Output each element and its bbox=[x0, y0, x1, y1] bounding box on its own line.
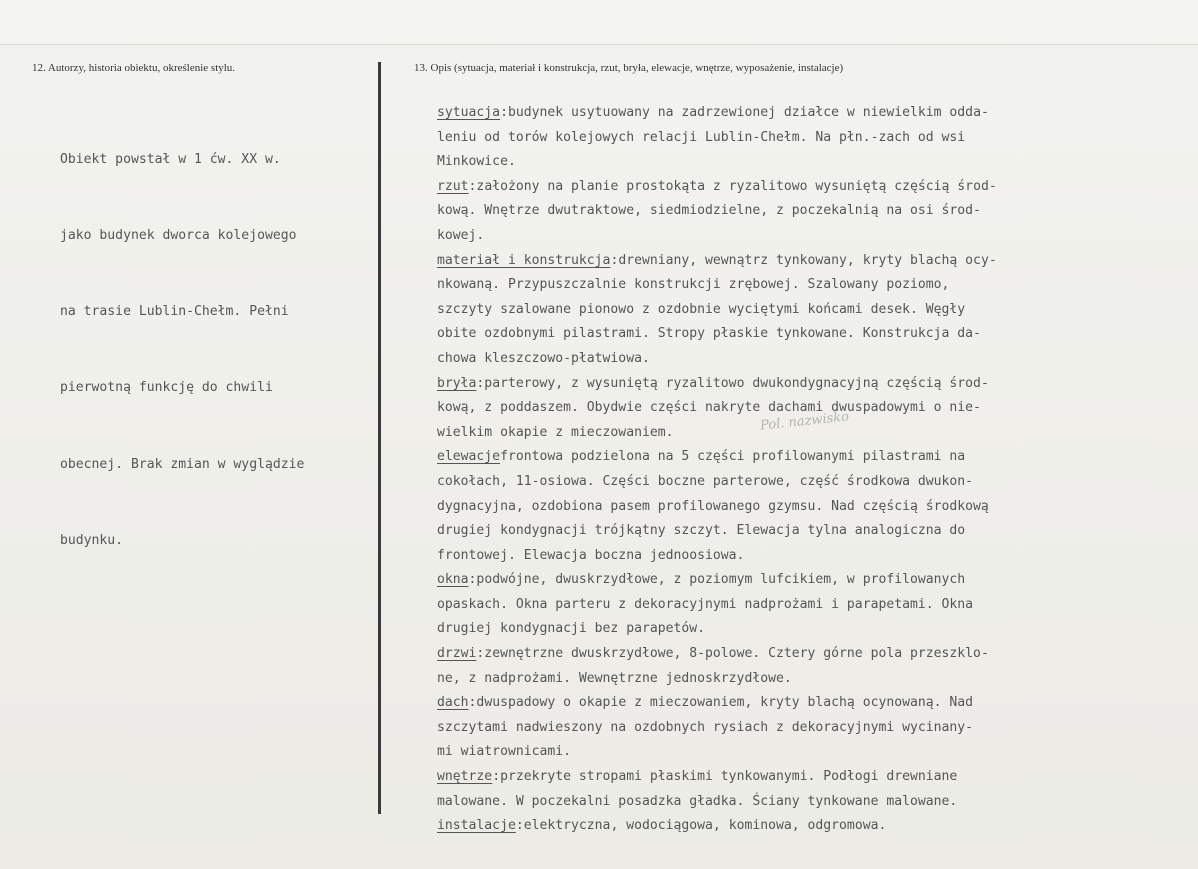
description-line bbox=[437, 470, 997, 495]
description-text: szczytami nadwieszony na ozdobnych rysiach z dekoracyjnymi wycinany- bbox=[437, 719, 974, 735]
section-keyword: materiał i konstrukcja bbox=[437, 252, 611, 268]
description-text: kową. Wnętrze dwutraktowe, siedmiodzielne, z poczekalnią na osi środ- bbox=[437, 203, 981, 219]
description-text: nkowaną. Przypuszczalnie konstrukcji zrębowej. Szalowany poziomo, bbox=[437, 277, 950, 293]
description-text: frontowa podzielona na 5 części profilowanymi pilastrami na bbox=[500, 449, 966, 465]
pencil-annotation: Pol. nazwisko bbox=[759, 409, 850, 434]
description-line bbox=[437, 126, 997, 151]
description-line bbox=[437, 224, 997, 249]
description-line bbox=[437, 396, 997, 421]
description-text: drugiej kondygnacji bez parapetów. bbox=[437, 621, 706, 637]
description-line bbox=[437, 642, 997, 667]
description-text: :budynek usytuowany na zadrzewionej działce w niewielkim odda- bbox=[500, 105, 989, 120]
section-keyword: sytuacja bbox=[437, 105, 501, 120]
field-label-description: 13. Opis (sytuacja, materiał i konstrukcja, rzut, bryła, elewacje, wnętrze, wyposażenie, instalacje) bbox=[414, 62, 844, 74]
description-line bbox=[437, 740, 997, 765]
description-text: kową, z poddaszem. Obydwie części nakryte dachami dwuspadowymi o nie- bbox=[437, 400, 981, 416]
description-line bbox=[437, 421, 997, 446]
section-keyword: dach bbox=[437, 695, 469, 711]
section-keyword: bryła bbox=[437, 375, 477, 391]
description-line bbox=[437, 199, 997, 224]
history-line: Obiekt powstał w 1 ćw. XX w. bbox=[60, 151, 281, 167]
description-text: obite ozdobnymi pilastrami. Stropy płaskie tynkowane. Konstrukcja da- bbox=[437, 326, 981, 342]
description-line bbox=[437, 716, 997, 741]
section-keyword: drzwi bbox=[437, 646, 477, 662]
section-keyword: okna bbox=[437, 572, 469, 588]
description-line bbox=[437, 273, 997, 298]
description-line bbox=[437, 445, 997, 470]
description-line bbox=[437, 298, 997, 323]
description-line bbox=[437, 372, 997, 397]
description-text: :dwuspadowy o okapie z mieczowaniem, kryty blachą ocynowaną. Nad bbox=[468, 695, 974, 711]
description-text: Minkowice. bbox=[437, 154, 516, 170]
field-label-authors-history: 12. Autorzy, historia obiektu, określenie stylu. bbox=[32, 62, 236, 74]
description-line bbox=[437, 150, 997, 175]
description-text: :drewniany, wewnątrz tynkowany, kryty blachą ocy- bbox=[610, 252, 997, 268]
description-text: :elektryczna, wodociągowa, kominowa, odgromowa. bbox=[515, 818, 887, 834]
description-text: dygnacyjna, ozdobiona pasem profilowanego gzymsu. Nad częścią środkową bbox=[437, 498, 989, 514]
description-text: :podwójne, dwuskrzydłowe, z poziomym lufcikiem, w profilowanych bbox=[468, 572, 966, 588]
description-text: kowej. bbox=[437, 227, 485, 243]
description-text: :przekryte stropami płaskimi tynkowanymi. Podłogi drewniane bbox=[492, 769, 958, 785]
history-line: na trasie Lublin-Chełm. Pełni bbox=[60, 304, 289, 320]
column-divider bbox=[378, 62, 381, 814]
history-line: pierwotną funkcję do chwili bbox=[60, 380, 273, 396]
description-text-block bbox=[437, 101, 997, 839]
section-keyword: wnętrze bbox=[437, 769, 493, 785]
description-line bbox=[437, 593, 997, 618]
description-text: szczyty szalowane pionowo z ozdobnie wyciętymi końcami desek. Węgły bbox=[437, 301, 966, 317]
description-line bbox=[437, 765, 997, 790]
description-line bbox=[437, 691, 997, 716]
description-text: :zewnętrzne dwuskrzydłowe, 8-polowe. Cztery górne pola przeszklo- bbox=[476, 646, 989, 662]
description-text: leniu od torów kolejowych relacji Lublin-Chełm. Na płn.-zach od wsi bbox=[437, 129, 966, 145]
top-margin bbox=[0, 0, 1198, 45]
history-text-block bbox=[60, 96, 304, 604]
description-text: ne, z nadprożami. Wewnętrzne jednoskrzydłowe. bbox=[437, 670, 792, 686]
description-line bbox=[437, 175, 997, 200]
history-line: jako budynek dworca kolejowego bbox=[60, 228, 297, 244]
description-text: mi wiatrownicami. bbox=[437, 744, 572, 760]
description-line bbox=[437, 790, 997, 815]
history-line: budynku. bbox=[60, 532, 124, 548]
description-text: cokołach, 11-osiowa. Części boczne parterowe, część środkowa dwukon- bbox=[437, 473, 974, 489]
description-text: opaskach. Okna parteru z dekoracyjnymi nadprożami i parapetami. Okna bbox=[437, 596, 974, 612]
description-line bbox=[437, 519, 997, 544]
description-line bbox=[437, 814, 997, 839]
history-line: obecnej. Brak zmian w wyglądzie bbox=[60, 456, 305, 472]
description-line bbox=[437, 495, 997, 520]
description-text: :założony na planie prostokąta z ryzalitowo wysuniętą częścią środ- bbox=[468, 178, 997, 194]
section-keyword: elewacje bbox=[437, 449, 501, 465]
description-text: frontowej. Elewacja boczna jednoosiowa. bbox=[437, 547, 745, 563]
description-text: chowa kleszczowo-płatwiowa. bbox=[437, 350, 650, 366]
description-text: :parterowy, z wysuniętą ryzalitowo dwukondygnacyjną częścią środ- bbox=[476, 375, 989, 391]
description-line bbox=[437, 568, 997, 593]
description-text: wielkim okapie z mieczowaniem. bbox=[437, 424, 674, 440]
description-line bbox=[437, 249, 997, 274]
section-keyword: instalacje bbox=[437, 818, 516, 834]
description-line bbox=[437, 101, 997, 126]
description-text: drugiej kondygnacji trójkątny szczyt. Elewacja tylna analogiczna do bbox=[437, 523, 966, 539]
description-line bbox=[437, 617, 997, 642]
description-line bbox=[437, 544, 997, 569]
description-line bbox=[437, 347, 997, 372]
description-line bbox=[437, 322, 997, 347]
description-text: malowane. W poczekalni posadzka gładka. Ściany tynkowane malowane. bbox=[437, 793, 958, 809]
description-line bbox=[437, 667, 997, 692]
section-keyword: rzut bbox=[437, 178, 469, 194]
